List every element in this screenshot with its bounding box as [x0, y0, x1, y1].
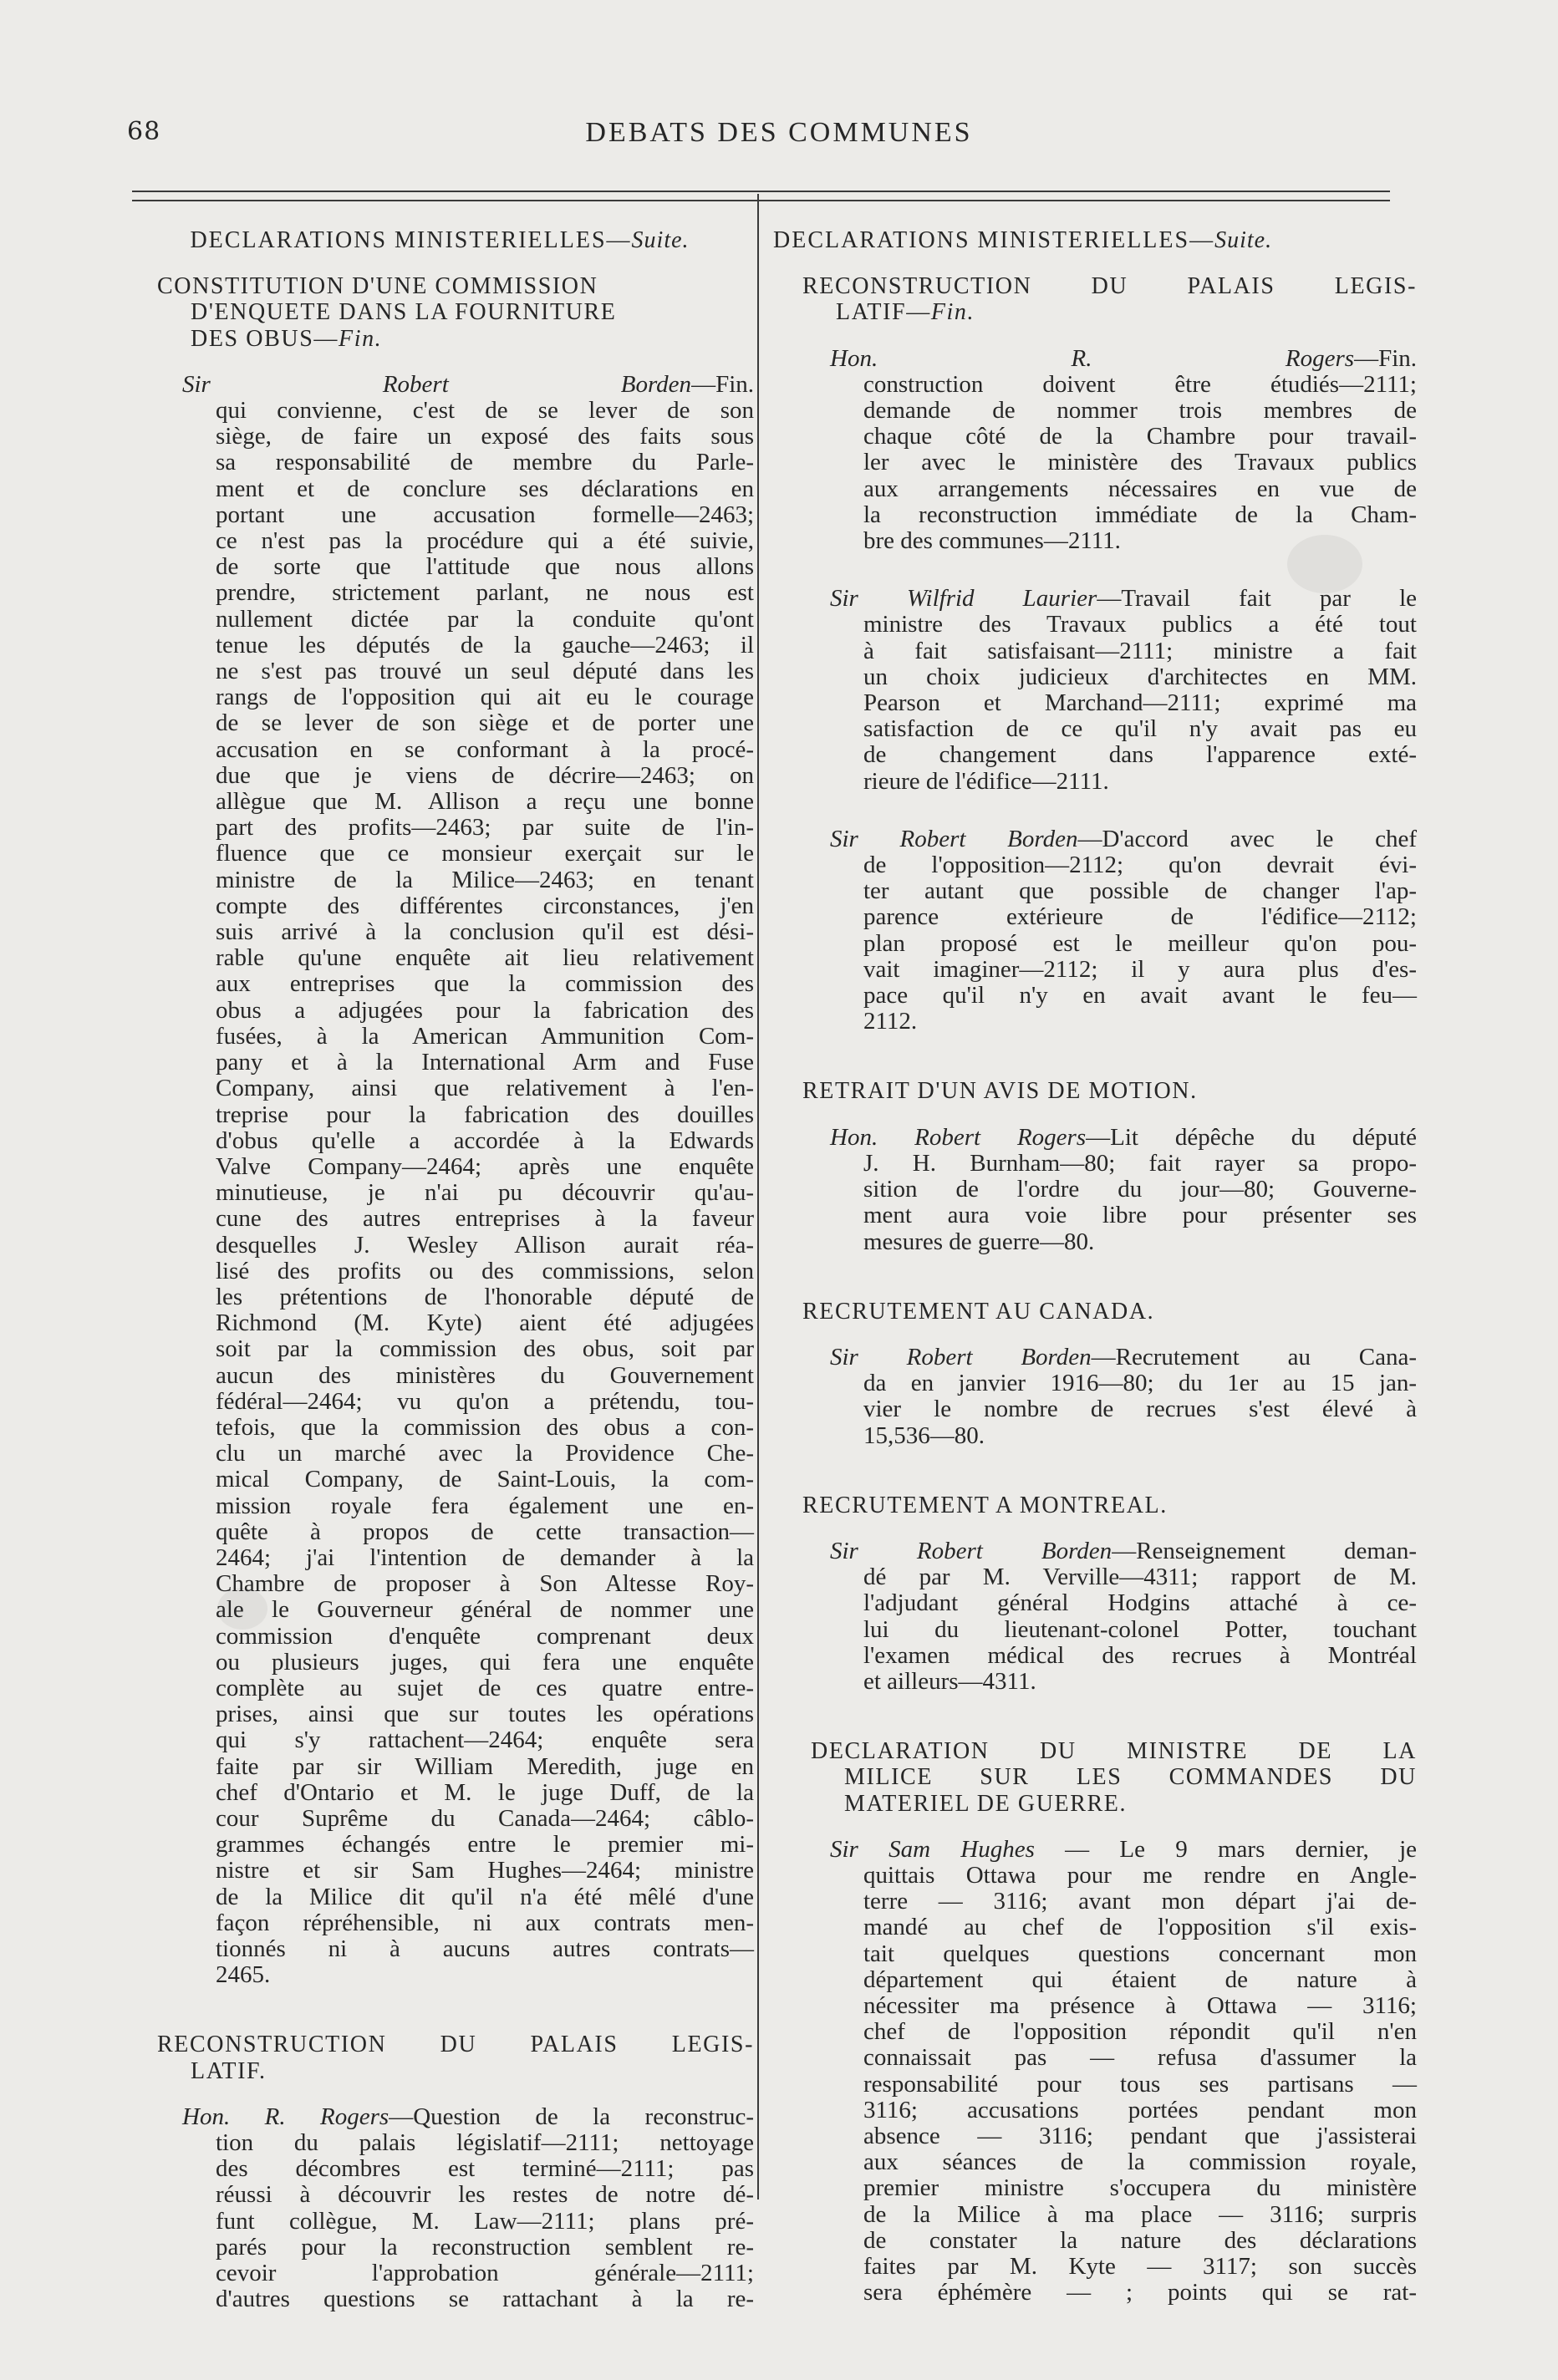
entry-line: rangs de l'opposition qui ait eu le courage — [216, 684, 754, 711]
entry-lead: —Recrutement au Cana- — [1091, 1343, 1417, 1371]
entry-line: tionnés ni à aucuns autres contrats— — [216, 1935, 754, 1962]
entry-line: soit par la commission des obus, soit par — [216, 1335, 754, 1363]
entry-line: plan proposé est le meilleur qu'on pou- — [863, 929, 1417, 957]
entry-line: chef de l'opposition répondit qu'il n'en — [863, 2018, 1417, 2046]
entry-line: lisé des profits ou des commissions, selon — [216, 1257, 754, 1284]
entry-line: qui convienne, c'est de se lever de son — [216, 397, 754, 425]
entry-line: Valve Company—2464; après une enquête — [216, 1152, 754, 1180]
entry-line: mical Company, de Saint-Louis, la com- — [216, 1466, 754, 1493]
entry-line: faite par sir William Meredith, juge en — [216, 1752, 754, 1780]
heading-line — [802, 299, 1417, 325]
section-title-text: DECLARATIONS MINISTERIELLES— — [773, 227, 1215, 253]
entry-line: connaissait pas — refusa d'assumer la — [863, 2044, 1417, 2072]
heading-line: RECRUTEMENT A MONTREAL. — [802, 1492, 1168, 1518]
entry-line: complète au sujet de ces quatre entre- — [216, 1674, 754, 1701]
heading-suffix: Fin. — [930, 299, 975, 326]
entry-line: chef d'Ontario et M. le juge Duff, de la — [216, 1778, 754, 1806]
entry-line: tait quelques questions concernant mon — [863, 1940, 1417, 1967]
column-divider — [757, 194, 759, 2199]
entry-line: satisfaction de ce qu'il n'y avait pas eu — [863, 715, 1417, 743]
entry-line: cevoir l'approbation générale—2111; — [216, 2260, 754, 2287]
entry-line: des décombres est terminé—2111; pas — [216, 2155, 754, 2183]
section-title — [125, 227, 754, 253]
entry-line: nécessiter ma présence à Ottawa — 3116; — [863, 1991, 1417, 2019]
entry-line: d'autres questions se rattachant à la re- — [216, 2286, 754, 2313]
right-column — [773, 227, 1417, 2306]
entry-line: 15,536—80. — [863, 1421, 985, 1449]
entry-lead: —Travail fait par le — [1097, 585, 1418, 613]
entry-line: part des profits—2463; par suite de l'in- — [216, 814, 754, 842]
entry-borden-edifice — [773, 826, 1417, 1035]
entry-line: de la Milice à ma place — 3116; surpris — [863, 2200, 1417, 2228]
entry-line: Pearson et Marchand—2111; exprimé ma — [863, 689, 1417, 717]
entry-lead-line — [830, 1343, 1417, 1371]
entry-line: prises, ainsi que sur toutes les opérations — [216, 1701, 754, 1728]
entry-line: J. H. Burnham—80; fait rayer sa propo- — [863, 1149, 1417, 1177]
entry-line: faites par M. Kyte — 3117; son succès — [863, 2253, 1417, 2280]
entry-line: absence — 3116; pendant que j'assisterai — [863, 2122, 1417, 2149]
entry-line: da en janvier 1916—80; du 1er au 15 jan- — [863, 1370, 1417, 1397]
entry-line: quittais Ottawa pour me rendre en Angle- — [863, 1861, 1417, 1889]
entry-line: département qui étaient de nature à — [863, 1966, 1417, 1993]
header-rule-top — [132, 191, 1390, 192]
entry-line: demande de nommer trois membres de — [863, 397, 1417, 425]
entry-line: compte des différentes circonstances, j'en — [216, 892, 754, 919]
entry-line: sition de l'ordre du jour—80; Gouverne- — [863, 1176, 1417, 1203]
entry-line: cour Suprême du Canada—2464; câblo- — [216, 1804, 754, 1832]
entry-lead-line — [830, 1835, 1417, 1863]
section-title-suffix: Suite. — [631, 227, 690, 253]
entry-line: allègue que M. Allison a reçu une bonne — [216, 788, 754, 816]
page-number: 68 — [127, 117, 161, 146]
entry-line: mission royale fera également une en- — [216, 1492, 754, 1519]
entry-lead: —Fin. — [1354, 344, 1417, 372]
left-column — [125, 227, 754, 2312]
entry-line: funt collègue, M. Law—2111; plans pré- — [216, 2207, 754, 2235]
section-title — [773, 227, 1417, 253]
entry-line: vier le nombre de recrues s'est élevé à — [863, 1396, 1417, 1423]
entry-line: tenue les députés de la gauche—2463; il — [216, 631, 754, 659]
entry-line: vait imaginer—2112; il y aura plus d'es- — [863, 955, 1417, 983]
entry-line: pany et à la International Arm and Fuse — [216, 1049, 754, 1076]
heading-retrait-avis — [773, 1078, 1417, 1104]
entry-line: ale le Gouverneur général de nommer une — [216, 1596, 754, 1624]
entry-line: treprise pour la fabrication des douilles — [216, 1101, 754, 1128]
heading-commission-enquete — [125, 273, 754, 352]
entry-line: premier ministre s'occupera du ministère — [863, 2174, 1417, 2202]
entry-line: 2112. — [863, 1008, 918, 1035]
entry-line: clu un marché avec la Providence Che- — [216, 1440, 754, 1467]
entry-lead: —D'accord avec le chef — [1077, 825, 1417, 852]
entry-lead: — Le 9 mars dernier, je — [1034, 1835, 1417, 1863]
entry-line: et ailleurs—4311. — [863, 1667, 1036, 1695]
entry-line: chaque côté de la Chambre pour travail- — [863, 423, 1417, 450]
entry-line: siège, de faire un exposé des faits sous — [216, 423, 754, 450]
heading-line: RECONSTRUCTION DU PALAIS LEGIS- — [802, 273, 1417, 300]
entry-borden-montreal — [773, 1538, 1417, 1695]
entry-line: nullement dictée par la conduite qu'ont — [216, 605, 754, 633]
entry-line: l'adjudant général Hodgins attaché à ce- — [863, 1589, 1417, 1617]
entry-line: de l'opposition—2112; qu'on devrait évi- — [863, 852, 1417, 879]
entry-line: qui s'y rattachent—2464; enquête sera — [216, 1727, 754, 1754]
entry-line: obus a adjugées pour la fabrication des — [216, 996, 754, 1024]
entry-lead-line — [182, 370, 754, 398]
entry-line: ment aura voie libre pour présenter ses — [863, 1202, 1417, 1229]
heading-recrutement-montreal — [773, 1493, 1417, 1518]
entry-line: ministre de la Milice—2463; en tenant — [216, 866, 754, 893]
entry-line: fédéral—2464; vu qu'on a prétendu, tou- — [216, 1387, 754, 1415]
entry-line: terre — 3116; avant mon départ j'ai de- — [863, 1888, 1417, 1915]
section-title-text: DECLARATIONS MINISTERIELLES— — [190, 227, 632, 253]
entry-line: suis arrivé à la conclusion qu'il est dési- — [216, 918, 754, 946]
entry-line: bre des communes—2111. — [863, 527, 1121, 555]
entry-line: mandé au chef de l'opposition s'il exis- — [863, 1914, 1417, 1941]
entry-line: la reconstruction immédiate de la Cham- — [863, 501, 1417, 528]
entry-line: de se lever de son siège et de porter une — [216, 709, 754, 737]
heading-line: DECLARATION DU MINISTRE DE LA — [811, 1738, 1417, 1765]
section-title-suffix: Suite. — [1214, 227, 1273, 253]
entry-line: commission d'enquête comprenant deux — [216, 1622, 754, 1650]
entry-line: lui du lieutenant-colonel Potter, touchant — [863, 1615, 1417, 1643]
entry-laurier — [773, 586, 1417, 795]
entry-line: prendre, strictement parlant, ne nous est — [216, 579, 754, 607]
entry-line: l'examen médical des recrues à Montréal — [863, 1641, 1417, 1669]
entry-line: construction doivent être étudiés—2111; — [863, 370, 1417, 398]
running-head: DEBATS DES COMMUNES — [585, 117, 973, 148]
entry-lead: —Renseignement deman- — [1112, 1537, 1417, 1564]
entry-line: parés pour la reconstruction semblent re- — [216, 2233, 754, 2260]
entry-line: sera éphémère — ; points qui se rat- — [863, 2279, 1417, 2306]
entry-line: rable qu'une enquête ait lieu relativement — [216, 944, 754, 972]
entry-line: portant une accusation formelle—2463; — [216, 501, 754, 528]
entry-line: les prétentions de l'honorable député de — [216, 1283, 754, 1310]
entry-line: de la Milice dit qu'il n'a été mêlé d'une — [216, 1883, 754, 1910]
entry-line: Chambre de proposer à Son Altesse Roy- — [216, 1570, 754, 1598]
heading-line — [157, 326, 754, 352]
speaker-name: Hon. R. Rogers — [182, 2103, 390, 2130]
speaker-name: Sir Wilfrid Laurier — [830, 585, 1097, 613]
entry-line: de constater la nature des déclarations — [863, 2226, 1417, 2254]
entry-line: Company, ainsi que relativement à l'en- — [216, 1075, 754, 1102]
entry-line: nistre et sir Sam Hughes—2464; ministre — [216, 1857, 754, 1884]
entry-rogers-reconstruction — [125, 2104, 754, 2313]
entry-line: réussi à découvrir les restes de notre dé- — [216, 2181, 754, 2209]
entry-line: desquelles J. Wesley Allison aurait réa- — [216, 1231, 754, 1259]
entry-line: à fait satisfaisant—2111; ministre a fait — [863, 637, 1417, 664]
entry-line: dé par M. Verville—4311; rapport de M. — [863, 1564, 1417, 1591]
entry-lead: —Fin. — [691, 370, 754, 398]
entry-line: ce n'est pas la procédure qui a été suivie, — [216, 527, 754, 555]
entry-line: 2465. — [216, 1961, 271, 1989]
entry-line: aux séances de la commission royale, — [863, 2149, 1417, 2176]
entry-lead-line — [182, 2103, 754, 2130]
entry-line: de sorte que l'attitude que nous allons — [216, 553, 754, 581]
heading-line-text: DES OBUS— — [191, 325, 339, 352]
entry-line: d'obus qu'elle a accordée à la Edwards — [216, 1126, 754, 1154]
speaker-name: Sir Robert Borden — [830, 1537, 1112, 1564]
entry-lead: —Lit dépêche du député — [1086, 1123, 1417, 1151]
entry-lead-line — [830, 1123, 1417, 1151]
entry-line: ne s'est pas trouvé un seul député dans les — [216, 658, 754, 685]
heading-reconstruction — [125, 2032, 754, 2083]
heading-declaration-milice — [773, 1738, 1417, 1817]
entry-line: grammes échangés entre le premier mi- — [216, 1831, 754, 1859]
entry-lead-line — [830, 825, 1417, 852]
entry-lead-line — [830, 1537, 1417, 1564]
entry-hughes — [773, 1837, 1417, 2306]
entry-line: 3116; accusations portées pendant mon — [863, 2096, 1417, 2123]
entry-line: minutieuse, je n'ai pu découvrir qu'au- — [216, 1179, 754, 1207]
entry-line: ministre des Travaux publics a été tout — [863, 611, 1417, 638]
header-rule-bottom — [132, 200, 1390, 201]
entry-lead-line — [830, 585, 1418, 613]
entry-line: sa responsabilité de membre du Parle- — [216, 449, 754, 476]
entry-line: fluence que ce monsieur exerçait sur le — [216, 840, 754, 867]
entry-line: aucun des ministères du Gouvernement — [216, 1361, 754, 1389]
heading-suffix: Fin. — [339, 325, 383, 352]
entry-line: parence extérieure de l'édifice—2112; — [863, 903, 1417, 931]
entry-borden-recrutement — [773, 1345, 1417, 1449]
heading-line: D'ENQUETE DANS LA FOURNITURE — [191, 299, 617, 326]
heading-line: CONSTITUTION D'UNE COMMISSION — [157, 273, 598, 300]
heading-line: MATERIEL DE GUERRE. — [844, 1790, 1128, 1817]
entry-line: Richmond (M. Kyte) aient été adjugées — [216, 1310, 754, 1337]
entry-line: ter autant que possible de changer l'ap- — [863, 877, 1417, 905]
heading-line-text: LATIF— — [836, 299, 931, 326]
speaker-name: Sir Sam Hughes — [830, 1835, 1035, 1863]
entry-line: accusation en se conformant à la procé- — [216, 735, 754, 763]
speaker-name: Hon. Robert Rogers — [830, 1123, 1087, 1151]
heading-line: MILICE SUR LES COMMANDES DU — [844, 1764, 1417, 1791]
entry-line: pace qu'il n'y en avait avant le feu— — [863, 982, 1417, 1009]
speaker-name: Sir Robert Borden — [182, 370, 692, 398]
entry-rogers-fin — [773, 346, 1417, 555]
entry-line: un choix judicieux d'architectes en MM. — [863, 663, 1417, 690]
entry-line: ment et de conclure ses déclarations en — [216, 475, 754, 502]
heading-line: LATIF. — [191, 2057, 267, 2084]
entry-line: tefois, que la commission des obus a con- — [216, 1413, 754, 1441]
entry-lead-line — [830, 344, 1417, 372]
entry-line: 2464; j'ai l'intention de demander à la — [216, 1543, 754, 1571]
entry-line: responsabilité pour tous ses partisans — — [863, 2070, 1417, 2098]
entry-line: mesures de guerre—80. — [863, 1228, 1095, 1255]
entry-line: due que je viens de décrire—2463; on — [216, 761, 754, 789]
entry-line: ler avec le ministère des Travaux publics — [863, 449, 1417, 476]
heading-line: RECRUTEMENT AU CANADA. — [802, 1298, 1155, 1325]
entry-line: cune des autres entreprises à la faveur — [216, 1205, 754, 1233]
heading-reconstruction-fin — [773, 273, 1417, 325]
entry-line: tion du palais législatif—2111; nettoyage — [216, 2129, 754, 2157]
entry-line: façon répréhensible, ni aux contrats men- — [216, 1909, 754, 1936]
heading-line: RECONSTRUCTION DU PALAIS LEGIS- — [157, 2032, 754, 2058]
entry-line: rieure de l'édifice—2111. — [863, 767, 1109, 795]
entry-line: aux entreprises que la commission des — [216, 970, 754, 998]
entry-rogers-burnham — [773, 1125, 1417, 1255]
entry-lead: —Question de la reconstruc- — [389, 2103, 754, 2130]
entry-line: ou plusieurs juges, qui fera une enquête — [216, 1648, 754, 1676]
entry-line: de changement dans l'apparence exté- — [863, 741, 1417, 769]
entry-line: quête à propos de cette transaction— — [216, 1518, 754, 1545]
entry-borden-obus — [125, 372, 754, 1989]
entry-line: fusées, à la American Ammunition Com- — [216, 1022, 754, 1050]
speaker-name: Hon. R. Rogers — [830, 344, 1355, 372]
speaker-name: Sir Robert Borden — [830, 1343, 1092, 1371]
heading-recrutement-canada — [773, 1299, 1417, 1325]
heading-line: RETRAIT D'UN AVIS DE MOTION. — [802, 1078, 1198, 1105]
entry-line: aux arrangements nécessaires en vue de — [863, 475, 1417, 502]
speaker-name: Sir Robert Borden — [830, 825, 1078, 852]
